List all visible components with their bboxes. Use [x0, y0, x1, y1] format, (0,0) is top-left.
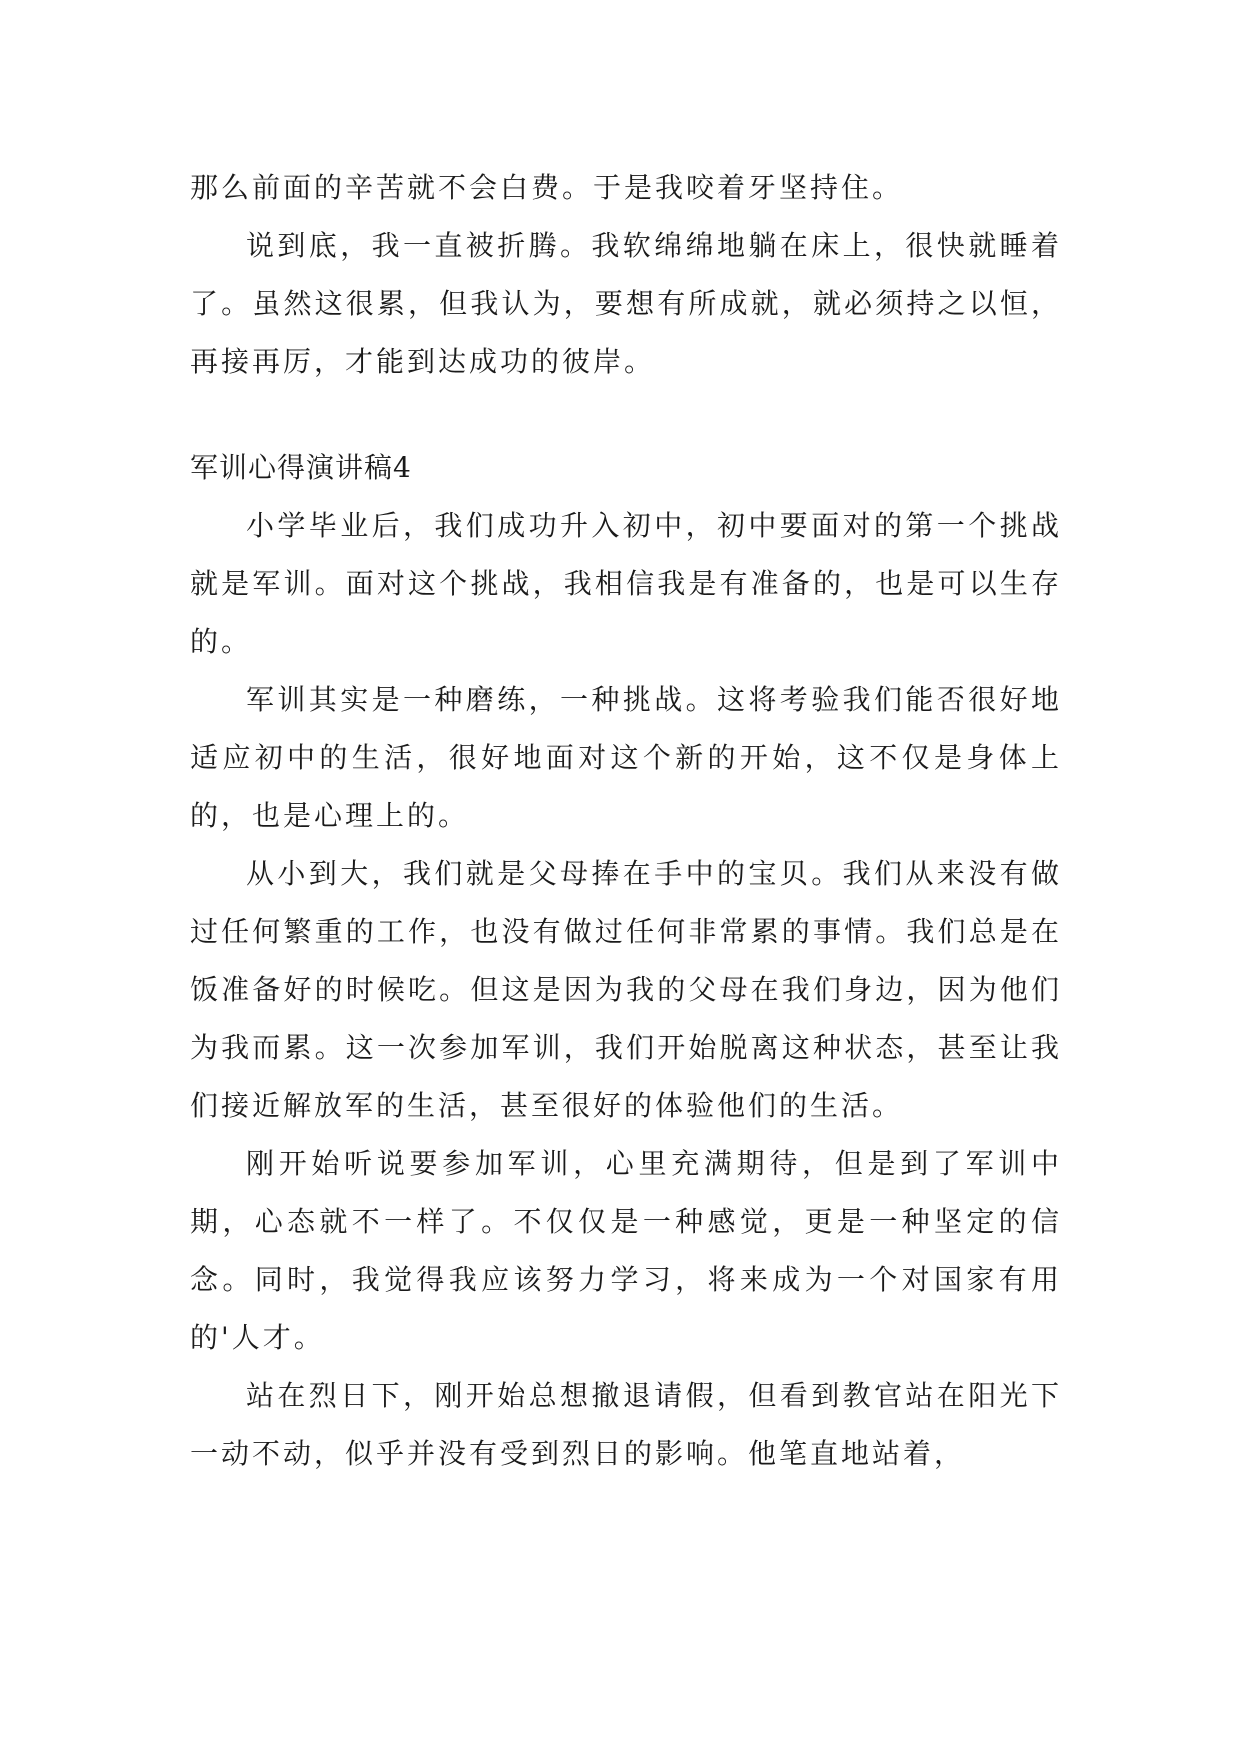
paragraph: 刚开始听说要参加军训，心里充满期待，但是到了军训中期，心态就不一样了。不仅仅是一种感觉，更是一种坚定的信念。同时，我觉得我应该努力学习，将来成为一个对国家有用的'人才。 — [190, 1147, 1062, 1354]
document-body — [190, 159, 1062, 1483]
paragraph-continuation: 那么前面的辛苦就不会白费。于是我咬着牙坚持住。 — [190, 171, 904, 204]
paragraph: 站在烈日下，刚开始总想撤退请假，但看到教官站在阳光下一动不动，似乎并没有受到烈日的影响。他笔直地站着， — [190, 1379, 1062, 1470]
paragraph: 从小到大，我们就是父母捧在手中的宝贝。我们从来没有做过任何繁重的工作，也没有做过任何非常累的事情。我们总是在饭准备好的时候吃。但这是因为我的父母在我们身边，因为他们为我而累。这一次参加军训，我们开始脱离这种状态，甚至让我们接近解放军的生活，甚至很好的体验他们的生活。 — [190, 857, 1062, 1122]
paragraph: 说到底，我一直被折腾。我软绵绵地躺在床上，很快就睡着了。虽然这很累，但我认为，要想有所成就，就必须持之以恒，再接再厉，才能到达成功的彼岸。 — [190, 229, 1062, 378]
section-heading: 军训心得演讲稿4 — [190, 451, 412, 484]
paragraph: 军训其实是一种磨练，一种挑战。这将考验我们能否很好地适应初中的生活，很好地面对这个新的开始，这不仅是身体上的，也是心理上的。 — [190, 683, 1062, 832]
paragraph: 小学毕业后，我们成功升入初中，初中要面对的第一个挑战就是军训。面对这个挑战，我相信我是有准备的，也是可以生存的。 — [190, 509, 1062, 658]
